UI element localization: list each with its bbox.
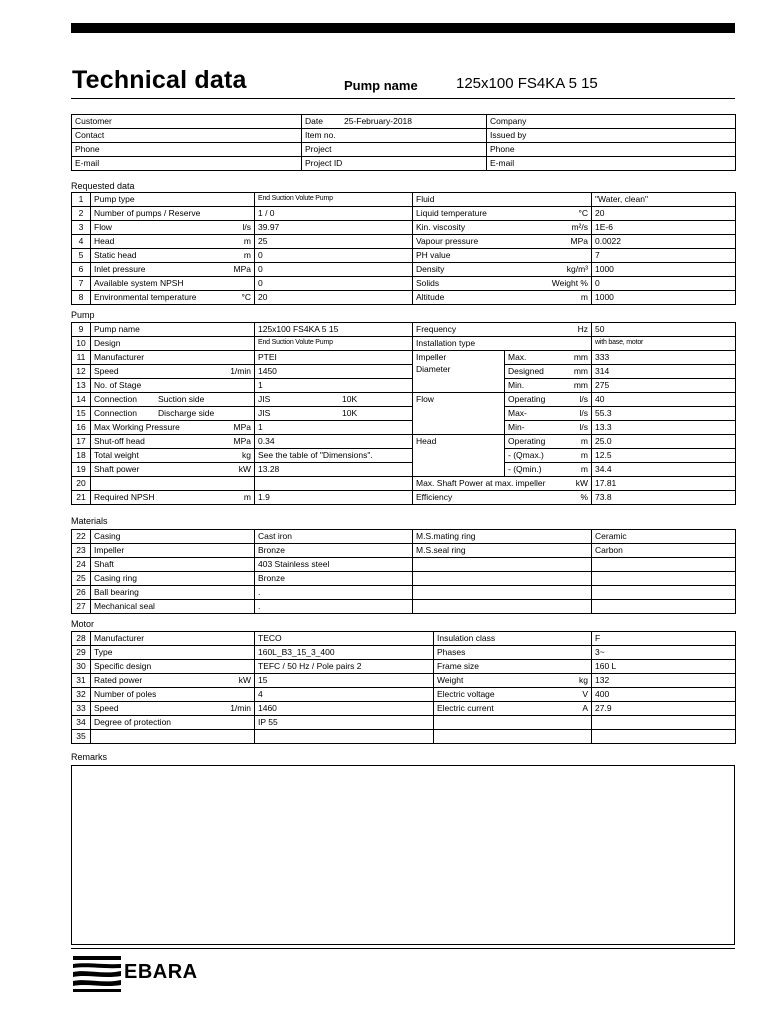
motor-value: 15 xyxy=(255,674,434,688)
table-row xyxy=(72,716,736,730)
installation-type-value: with base, motor xyxy=(592,337,736,351)
table-row xyxy=(72,586,736,600)
row-number: 25 xyxy=(72,572,91,586)
requested-data-table xyxy=(71,192,736,305)
max-shaft-power-value: 17.81 xyxy=(592,477,736,491)
row-number: 2 xyxy=(72,207,91,221)
email-field-2: E-mail xyxy=(487,157,736,171)
row-number: 1 xyxy=(72,193,91,207)
frequency-label: Frequency Hz xyxy=(413,323,592,337)
stage-value: 1 xyxy=(255,379,413,393)
head-operating-value: 25.0 xyxy=(592,435,736,449)
parameter-value: 0.0022 xyxy=(592,235,736,249)
motor-value xyxy=(255,730,434,744)
remarks-box xyxy=(71,765,735,945)
table-row xyxy=(72,660,736,674)
frequency-value: 50 xyxy=(592,323,736,337)
row-number: 12 xyxy=(72,365,91,379)
total-weight-value: See the table of "Dimensions". xyxy=(255,449,413,463)
pump-data-table xyxy=(71,322,736,505)
pump-name-label-cell: Pump name xyxy=(91,323,255,337)
row-number: 14 xyxy=(72,393,91,407)
pump-name-value: 125x100 FS4KA 5 15 xyxy=(456,75,598,92)
row-number: 16 xyxy=(72,421,91,435)
motor-value: 27.9 xyxy=(592,702,736,716)
row-number: 6 xyxy=(72,263,91,277)
parameter-label: Available system NPSH xyxy=(91,277,255,291)
impeller-designed-label: Designed mm xyxy=(505,365,592,379)
parameter-value: "Water, clean" xyxy=(592,193,736,207)
parameter-label: Static head m xyxy=(91,249,255,263)
motor-label: Type xyxy=(91,646,255,660)
row-number: 34 xyxy=(72,716,91,730)
motor-value: 3~ xyxy=(592,646,736,660)
row-number: 11 xyxy=(72,351,91,365)
table-row xyxy=(72,249,736,263)
parameter-label: Environmental temperature °C xyxy=(91,291,255,305)
parameter-label: Solids Weight % xyxy=(413,277,592,291)
required-npsh-label: Required NPSH m xyxy=(91,491,255,505)
material-value: Cast iron xyxy=(255,530,413,544)
parameter-label: Flow l/s xyxy=(91,221,255,235)
row-number: 8 xyxy=(72,291,91,305)
motor-value: 4 xyxy=(255,688,434,702)
remarks-title: Remarks xyxy=(71,752,108,762)
parameter-value: 25 xyxy=(255,235,413,249)
pump-section-title: Pump xyxy=(71,310,95,320)
flow-max-label: Max- l/s xyxy=(505,407,592,421)
material-value: Bronze xyxy=(255,572,413,586)
parameter-label: Head m xyxy=(91,235,255,249)
material-label xyxy=(413,586,592,600)
table-row xyxy=(72,674,736,688)
total-weight-label: Total weight kg xyxy=(91,449,255,463)
item-no-field: Item no. xyxy=(302,129,487,143)
company-field: Company xyxy=(487,115,736,129)
flow-label: Flow xyxy=(413,393,505,435)
requested-data-title: Requested data xyxy=(71,181,135,191)
design-value: End Suction Volute Pump xyxy=(255,337,413,351)
table-row xyxy=(72,544,736,558)
table-row xyxy=(72,646,736,660)
parameter-label: Fluid xyxy=(413,193,592,207)
parameter-value: 0 xyxy=(592,277,736,291)
material-label: M.S.mating ring xyxy=(413,530,592,544)
material-label: Shaft xyxy=(91,558,255,572)
flow-operating-label: Operating l/s xyxy=(505,393,592,407)
parameter-label: Liquid temperature °C xyxy=(413,207,592,221)
table-row xyxy=(72,193,736,207)
motor-label: Insulation class xyxy=(434,632,592,646)
motor-value: TECO xyxy=(255,632,434,646)
efficiency-value: 73.8 xyxy=(592,491,736,505)
shutoff-head-label: Shut-off head MPa xyxy=(91,435,255,449)
shaft-power-value: 13.28 xyxy=(255,463,413,477)
row-number: 18 xyxy=(72,449,91,463)
shutoff-head-value: 0.34 xyxy=(255,435,413,449)
header-bar xyxy=(71,23,735,33)
parameter-value: 20 xyxy=(592,207,736,221)
customer-field: Customer xyxy=(72,115,302,129)
discharge-connection-value: JIS 10K xyxy=(255,407,413,421)
material-value xyxy=(592,572,736,586)
table-row xyxy=(72,572,736,586)
row-number: 26 xyxy=(72,586,91,600)
material-label: Ball bearing xyxy=(91,586,255,600)
flow-max-value: 55.3 xyxy=(592,407,736,421)
row-number: 29 xyxy=(72,646,91,660)
table-row xyxy=(72,600,736,614)
motor-label: Frame size xyxy=(434,660,592,674)
motor-label xyxy=(91,730,255,744)
row-number: 7 xyxy=(72,277,91,291)
parameter-value: 39.97 xyxy=(255,221,413,235)
impeller-designed-value: 314 xyxy=(592,365,736,379)
parameter-value: 1E-6 xyxy=(592,221,736,235)
motor-label: Electric voltage V xyxy=(434,688,592,702)
parameter-label: Density kg/m³ xyxy=(413,263,592,277)
material-value xyxy=(592,586,736,600)
email-field: E-mail xyxy=(72,157,302,171)
table-row xyxy=(72,207,736,221)
row-number: 23 xyxy=(72,544,91,558)
issued-by-field: Issued by xyxy=(487,129,736,143)
phone-field-2: Phone xyxy=(487,143,736,157)
motor-value xyxy=(592,716,736,730)
material-label: Impeller xyxy=(91,544,255,558)
motor-label: Degree of protection xyxy=(91,716,255,730)
row-number: 22 xyxy=(72,530,91,544)
motor-label xyxy=(434,716,592,730)
row-number: 20 xyxy=(72,477,91,491)
row-number: 4 xyxy=(72,235,91,249)
impeller-max-label: Max. mm xyxy=(505,351,592,365)
stage-label: No. of Stage xyxy=(91,379,255,393)
motor-label: Weight kg xyxy=(434,674,592,688)
motor-label: Number of poles xyxy=(91,688,255,702)
material-value: . xyxy=(255,586,413,600)
material-label: M.S.seal ring xyxy=(413,544,592,558)
suction-connection-value: JIS 10K xyxy=(255,393,413,407)
pump-name-value-cell: 125x100 FS4KA 5 15 xyxy=(255,323,413,337)
motor-value: 160L_B3_15_3_400 xyxy=(255,646,434,660)
motor-table xyxy=(71,631,736,744)
row-number: 17 xyxy=(72,435,91,449)
required-npsh-value: 1.9 xyxy=(255,491,413,505)
row-number: 27 xyxy=(72,600,91,614)
project-id-field: Project ID xyxy=(302,157,487,171)
empty-cell xyxy=(91,477,255,491)
head-qmax-value: 12.5 xyxy=(592,449,736,463)
parameter-value: 20 xyxy=(255,291,413,305)
head-operating-label: Operating m xyxy=(505,435,592,449)
parameter-label: Number of pumps / Reserve xyxy=(91,207,255,221)
project-field: Project xyxy=(302,143,487,157)
motor-value: 160 L xyxy=(592,660,736,674)
row-number: 21 xyxy=(72,491,91,505)
material-label xyxy=(413,572,592,586)
table-row xyxy=(72,530,736,544)
parameter-value: 0 xyxy=(255,277,413,291)
parameter-value: 0 xyxy=(255,263,413,277)
pump-name-label: Pump name xyxy=(344,78,418,93)
material-value xyxy=(592,558,736,572)
row-number: 19 xyxy=(72,463,91,477)
row-number: 9 xyxy=(72,323,91,337)
table-row xyxy=(72,235,736,249)
table-row xyxy=(72,632,736,646)
motor-value: F xyxy=(592,632,736,646)
parameter-label: PH value xyxy=(413,249,592,263)
parameter-value: 0 xyxy=(255,249,413,263)
motor-value xyxy=(592,730,736,744)
head-qmax-label: - (Qmax.) m xyxy=(505,449,592,463)
contact-field: Contact xyxy=(72,129,302,143)
material-label xyxy=(413,600,592,614)
customer-info-table xyxy=(71,114,736,171)
material-value: Carbon xyxy=(592,544,736,558)
table-row xyxy=(72,688,736,702)
motor-label: Electric current A xyxy=(434,702,592,716)
impeller-diameter-label: Impeller Diameter xyxy=(413,351,505,393)
motor-value: 1460 xyxy=(255,702,434,716)
manufacturer-value: PTEI xyxy=(255,351,413,365)
flow-operating-value: 40 xyxy=(592,393,736,407)
row-number: 33 xyxy=(72,702,91,716)
parameter-label: Pump type xyxy=(91,193,255,207)
installation-type-label: Installation type xyxy=(413,337,592,351)
row-number: 24 xyxy=(72,558,91,572)
max-working-pressure-label: Max Working Pressure MPa xyxy=(91,421,255,435)
parameter-value: 7 xyxy=(592,249,736,263)
table-row xyxy=(72,291,736,305)
table-row xyxy=(72,263,736,277)
row-number: 13 xyxy=(72,379,91,393)
table-row xyxy=(72,702,736,716)
motor-label: Specific design xyxy=(91,660,255,674)
table-row xyxy=(72,277,736,291)
material-label: Mechanical seal xyxy=(91,600,255,614)
flow-min-label: Min- l/s xyxy=(505,421,592,435)
row-number: 3 xyxy=(72,221,91,235)
row-number: 31 xyxy=(72,674,91,688)
material-label xyxy=(413,558,592,572)
motor-title: Motor xyxy=(71,619,95,629)
shaft-power-label: Shaft power kW xyxy=(91,463,255,477)
motor-value: IP 55 xyxy=(255,716,434,730)
speed-value: 1450 xyxy=(255,365,413,379)
date-field: Date 25-February-2018 xyxy=(302,115,487,129)
material-label: Casing xyxy=(91,530,255,544)
row-number: 35 xyxy=(72,730,91,744)
row-number: 10 xyxy=(72,337,91,351)
empty-cell xyxy=(255,477,413,491)
parameter-label: Inlet pressure MPa xyxy=(91,263,255,277)
materials-table xyxy=(71,529,736,614)
motor-label: Phases xyxy=(434,646,592,660)
row-number: 32 xyxy=(72,688,91,702)
page-title: Technical data xyxy=(72,66,247,94)
materials-title: Materials xyxy=(71,516,108,526)
efficiency-label: Efficiency % xyxy=(413,491,592,505)
motor-value: 400 xyxy=(592,688,736,702)
max-shaft-power-label: Max. Shaft Power at max. impeller kW xyxy=(413,477,592,491)
motor-value: 132 xyxy=(592,674,736,688)
phone-field: Phone xyxy=(72,143,302,157)
material-label: Casing ring xyxy=(91,572,255,586)
material-value: . xyxy=(255,600,413,614)
design-label: Design xyxy=(91,337,255,351)
motor-value: TEFC / 50 Hz / Pole pairs 2 xyxy=(255,660,434,674)
parameter-label: Vapour pressure MPa xyxy=(413,235,592,249)
max-working-pressure-value: 1 xyxy=(255,421,413,435)
suction-connection-label: Connection Suction side xyxy=(91,393,255,407)
head-qmin-label: - (Qmin.) m xyxy=(505,463,592,477)
motor-label: Manufacturer xyxy=(91,632,255,646)
material-value: Bronze xyxy=(255,544,413,558)
row-number: 30 xyxy=(72,660,91,674)
parameter-value: 1000 xyxy=(592,291,736,305)
discharge-connection-label: Connection Discharge side xyxy=(91,407,255,421)
impeller-max-value: 333 xyxy=(592,351,736,365)
manufacturer-label: Manufacturer xyxy=(91,351,255,365)
impeller-min-value: 275 xyxy=(592,379,736,393)
flow-min-value: 13.3 xyxy=(592,421,736,435)
material-value xyxy=(592,600,736,614)
parameter-label: Kin. viscosity m²/s xyxy=(413,221,592,235)
parameter-value: End Suction Volute Pump xyxy=(255,193,413,207)
parameter-label: Altitude m xyxy=(413,291,592,305)
speed-label: Speed 1/min xyxy=(91,365,255,379)
row-number: 15 xyxy=(72,407,91,421)
table-row xyxy=(72,730,736,744)
impeller-min-label: Min. mm xyxy=(505,379,592,393)
motor-label: Rated power kW xyxy=(91,674,255,688)
footer-divider xyxy=(71,948,735,949)
row-number: 5 xyxy=(72,249,91,263)
motor-label xyxy=(434,730,592,744)
title-divider xyxy=(71,98,735,99)
row-number: 28 xyxy=(72,632,91,646)
ebara-logo-text: EBARA xyxy=(124,961,198,983)
table-row xyxy=(72,558,736,572)
head-label: Head xyxy=(413,435,505,477)
table-row xyxy=(72,221,736,235)
parameter-value: 1000 xyxy=(592,263,736,277)
parameter-value: 1 / 0 xyxy=(255,207,413,221)
motor-label: Speed 1/min xyxy=(91,702,255,716)
head-qmin-value: 34.4 xyxy=(592,463,736,477)
material-value: Ceramic xyxy=(592,530,736,544)
material-value: 403 Stainless steel xyxy=(255,558,413,572)
